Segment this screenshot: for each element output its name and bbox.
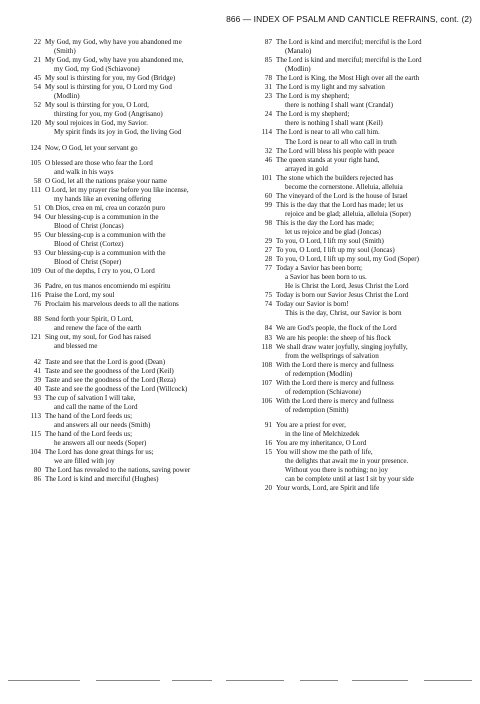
- refrain-entry: [245, 237, 471, 246]
- refrain-line: rejoice and be glad; alleluia, alleluia (Soper): [285, 209, 411, 218]
- refrain-line: Your words, Lord, are Spirit and life: [276, 484, 380, 493]
- refrain-number: 40: [33, 384, 41, 393]
- refrain-number: 118: [261, 342, 272, 351]
- refrain-entry: [245, 56, 471, 74]
- refrain-number: 54: [33, 83, 41, 92]
- refrain-text: [276, 334, 471, 343]
- refrain-entry: [14, 475, 234, 484]
- refrain-entry: [14, 186, 234, 204]
- refrain-line: Praise the Lord, my soul: [45, 291, 115, 300]
- refrain-entry: [14, 231, 234, 249]
- refrain-text: [45, 291, 234, 300]
- refrain-number: 77: [264, 264, 272, 273]
- refrain-entry: [14, 282, 234, 291]
- refrain-text: [276, 421, 471, 439]
- refrain-line: arrayed in gold: [285, 164, 328, 173]
- refrain-line: Without you there is nothing; no joy: [285, 466, 388, 475]
- refrain-number: 58: [33, 176, 41, 185]
- refrain-line: become the cornerstone. Alleluia, alleluia: [285, 182, 403, 191]
- refrain-entry: [245, 174, 471, 192]
- refrain-entry: [14, 448, 234, 466]
- refrain-number: 88: [33, 315, 41, 324]
- refrain-line: The Lord is my light and my salvation: [276, 83, 385, 92]
- refrain-entry: [14, 267, 234, 276]
- refrain-text: [276, 201, 471, 219]
- refrain-line: Our blessing-cup is a communion in the: [45, 212, 159, 221]
- refrain-line: of redemption (Smith): [285, 405, 349, 414]
- refrain-line: from the wellsprings of salvation: [285, 351, 379, 360]
- refrain-line: (Modlin): [285, 65, 311, 74]
- refrain-entry: [245, 324, 471, 333]
- refrain-entry: [245, 439, 471, 448]
- refrain-line: Oh Dios, crea en mí, crea un corazón puro: [45, 203, 166, 212]
- refrain-text: [276, 74, 471, 83]
- refrain-number: 28: [264, 255, 272, 264]
- refrain-entry: [14, 38, 234, 56]
- refrain-number: 42: [33, 357, 41, 366]
- refrain-line: (Manalo): [285, 47, 312, 56]
- refrain-line: We are his people: the sheep of his flock: [276, 333, 391, 342]
- refrain-entry: [245, 361, 471, 379]
- refrain-line: The hand of the Lord feeds us;: [45, 429, 133, 438]
- refrain-text: [45, 144, 234, 153]
- refrain-number: 124: [30, 143, 41, 152]
- refrain-entry: [14, 83, 234, 101]
- refrain-entry: [14, 291, 234, 300]
- refrain-line: To you, O Lord, I lift up my soul (Joncas): [276, 246, 395, 255]
- refrain-line: Out of the depths, I cry to you, O Lord: [45, 267, 155, 276]
- refrain-entry: [14, 315, 234, 333]
- refrain-text: [45, 159, 234, 177]
- refrain-line: The Lord is kind and merciful (Hughes): [45, 475, 159, 484]
- refrain-text: [276, 379, 471, 397]
- refrain-line: of redemption (Modlin): [285, 369, 353, 378]
- refrain-entry: [245, 201, 471, 219]
- refrain-text: [45, 385, 234, 394]
- refrain-number: 115: [30, 429, 41, 438]
- refrain-line: You are a priest for ever,: [276, 420, 346, 429]
- refrain-line: Today our Savior is born!: [276, 300, 349, 309]
- refrain-number: 99: [264, 200, 272, 209]
- refrain-text: [45, 249, 234, 267]
- refrain-text: [276, 192, 471, 201]
- refrain-entry: [245, 291, 471, 300]
- refrain-line: To you, O Lord, I lift my soul (Smith): [276, 237, 384, 246]
- refrain-text: [276, 397, 471, 415]
- refrain-text: [45, 267, 234, 276]
- refrain-number: 52: [33, 101, 41, 110]
- refrain-line: (Modlin): [54, 92, 80, 101]
- refrain-entry: [14, 412, 234, 430]
- refrain-number: 109: [30, 267, 41, 276]
- refrain-text: [45, 315, 234, 333]
- refrain-line: You are my inheritance, O Lord: [276, 439, 367, 448]
- refrain-number: 29: [264, 237, 272, 246]
- refrain-number: 87: [264, 38, 272, 46]
- refrain-line: thirsting for you, my God (Angrisano): [54, 110, 163, 119]
- refrain-text: [45, 119, 234, 137]
- refrain-line: Send forth your Spirit, O Lord,: [45, 315, 134, 324]
- refrain-entry: [245, 147, 471, 156]
- refrain-entry: [14, 394, 234, 412]
- refrain-number: 23: [264, 92, 272, 101]
- refrain-number: 16: [264, 439, 272, 448]
- refrain-entry: [245, 255, 471, 264]
- refrain-line: O blessed are those who fear the Lord: [45, 158, 153, 167]
- refrain-line: The queen stands at your right hand,: [276, 155, 380, 164]
- footer-rule: [0, 680, 480, 681]
- refrain-line: the delights that await me in your presence.: [285, 457, 409, 466]
- refrain-line: and blessed me: [54, 342, 98, 351]
- refrain-line: This is the day that the Lord has made; let us: [276, 200, 404, 209]
- refrain-number: 84: [264, 324, 272, 333]
- refrain-text: [45, 412, 234, 430]
- refrain-number: 98: [264, 218, 272, 227]
- refrain-text: [45, 376, 234, 385]
- refrain-text: [276, 128, 471, 146]
- refrain-line: We shall draw water joyfully, singing joyfully,: [276, 342, 408, 351]
- refrain-number: 74: [264, 300, 272, 309]
- refrain-entry: [245, 83, 471, 92]
- refrain-number: 101: [261, 173, 272, 182]
- refrain-entry: [245, 192, 471, 201]
- refrain-text: [45, 333, 234, 351]
- refrain-number: 75: [264, 291, 272, 300]
- refrain-number: 93: [33, 393, 41, 402]
- refrain-number: 32: [264, 146, 272, 155]
- refrain-text: [45, 394, 234, 412]
- refrain-text: [45, 475, 234, 484]
- refrain-entry: [245, 38, 471, 56]
- refrain-text: [276, 38, 471, 56]
- refrain-number: 94: [33, 212, 41, 221]
- refrain-line: The Lord has done great things for us;: [45, 447, 154, 456]
- refrain-line: This is the day the Lord has made;: [276, 218, 374, 227]
- refrain-number: 41: [33, 366, 41, 375]
- refrain-entry: [245, 264, 471, 291]
- refrain-text: [276, 361, 471, 379]
- refrain-line: O God, let all the nations praise your name: [45, 176, 167, 185]
- refrain-number: 46: [264, 155, 272, 164]
- refrain-text: [276, 484, 471, 493]
- refrain-line: My spirit finds its joy in God, the living God: [54, 128, 182, 137]
- refrain-number: 93: [33, 249, 41, 258]
- refrain-number: 116: [30, 291, 41, 300]
- refrain-line: Our blessing-cup is a communion with the: [45, 249, 166, 258]
- refrain-line: Taste and see the goodness of the Lord (Willcock): [45, 384, 188, 393]
- refrain-entry: [14, 367, 234, 376]
- refrain-number: 15: [264, 448, 272, 457]
- refrain-number: 39: [33, 375, 41, 384]
- refrain-number: 60: [264, 191, 272, 200]
- refrain-line: and renew the face of the earth: [54, 324, 142, 333]
- refrain-text: [45, 177, 234, 186]
- refrain-line: The Lord is near to all who call in truth: [285, 137, 397, 146]
- refrain-line: The Lord is near to all who call him.: [276, 128, 380, 137]
- refrain-entry: [14, 144, 234, 153]
- refrain-number: 108: [261, 360, 272, 369]
- refrain-entry: [245, 484, 471, 493]
- refrain-text: [45, 282, 234, 291]
- refrain-entry: [14, 466, 234, 475]
- refrain-text: [276, 147, 471, 156]
- refrain-entry: [245, 300, 471, 318]
- refrain-line: The vineyard of the Lord is the house of Israel: [276, 191, 408, 200]
- refrain-line: With the Lord there is mercy and fullness: [276, 378, 394, 387]
- refrain-entry: [14, 101, 234, 119]
- refrain-line: Now, O God, let your servant go: [45, 143, 138, 152]
- refrain-number: 120: [30, 119, 41, 128]
- refrain-text: [45, 204, 234, 213]
- refrain-entry: [245, 246, 471, 255]
- refrain-text: [276, 56, 471, 74]
- refrain-line: He is Christ the Lord, Jesus Christ the Lord: [285, 282, 409, 291]
- left-column: [14, 38, 234, 484]
- refrain-text: [45, 74, 234, 83]
- refrain-text: [45, 367, 234, 376]
- refrain-text: [45, 213, 234, 231]
- refrain-line: Taste and see the goodness of the Lord (Reza): [45, 375, 176, 384]
- refrain-entry: [245, 74, 471, 83]
- refrain-line: The Lord is kind and merciful; merciful is the Lord: [276, 56, 422, 65]
- refrain-text: [45, 300, 234, 309]
- refrain-number: 85: [264, 56, 272, 65]
- refrain-line: We are God's people, the flock of the Lord: [276, 324, 397, 333]
- refrain-line: and call the name of the Lord: [54, 402, 138, 411]
- refrain-text: [276, 343, 471, 361]
- refrain-number: 105: [30, 158, 41, 167]
- refrain-number: 27: [264, 246, 272, 255]
- refrain-number: 83: [264, 333, 272, 342]
- refrain-line: With the Lord there is mercy and fullness: [276, 360, 394, 369]
- refrain-entry: [14, 333, 234, 351]
- refrain-entry: [14, 430, 234, 448]
- refrain-line: Our blessing-cup is a communion with the: [45, 230, 166, 239]
- refrain-entry: [14, 159, 234, 177]
- refrain-number: 31: [264, 83, 272, 92]
- refrain-entry: [245, 421, 471, 439]
- refrain-number: 80: [33, 466, 41, 475]
- refrain-text: [45, 231, 234, 249]
- refrain-number: 113: [30, 411, 41, 420]
- refrain-line: The Lord is kind and merciful; merciful is the Lord: [276, 38, 422, 46]
- refrain-line: My soul rejoices in God, my Savior.: [45, 119, 148, 128]
- refrain-text: [276, 174, 471, 192]
- refrain-number: 78: [264, 74, 272, 83]
- refrain-entry: [245, 397, 471, 415]
- refrain-number: 107: [261, 378, 272, 387]
- refrain-line: we are filled with joy: [54, 457, 115, 466]
- refrain-entry: [14, 204, 234, 213]
- refrain-text: [276, 83, 471, 92]
- page-header: 866 — INDEX OF PSALM AND CANTICLE REFRAINS, cont. (2): [226, 14, 472, 24]
- refrain-line: My God, my God, why have you abandoned me,: [45, 56, 184, 65]
- refrain-line: of redemption (Schiavone): [285, 387, 362, 396]
- right-column: [245, 38, 471, 493]
- refrain-line: My God, my God, why have you abandoned me: [45, 38, 182, 46]
- refrain-line: Taste and see that the Lord is good (Dean): [45, 357, 166, 366]
- refrain-entry: [245, 92, 471, 110]
- refrain-entry: [245, 379, 471, 397]
- refrain-entry: [245, 334, 471, 343]
- refrain-line: You will show me the path of life,: [276, 448, 373, 457]
- refrain-number: 114: [261, 128, 272, 137]
- refrain-number: 91: [264, 420, 272, 429]
- refrain-text: [276, 291, 471, 300]
- refrain-number: 95: [33, 230, 41, 239]
- refrain-text: [276, 439, 471, 448]
- refrain-number: 104: [30, 447, 41, 456]
- refrain-number: 24: [264, 110, 272, 119]
- refrain-number: 86: [33, 475, 41, 484]
- refrain-line: there is nothing I shall want (Keil): [285, 119, 383, 128]
- refrain-text: [45, 448, 234, 466]
- refrain-line: The Lord will bless his people with peace: [276, 146, 395, 155]
- refrain-line: there is nothing I shall want (Crandal): [285, 101, 393, 110]
- refrain-text: [276, 264, 471, 291]
- refrain-text: [276, 246, 471, 255]
- refrain-line: my hands like an evening offering: [54, 194, 151, 203]
- refrain-line: Sing out, my soul, for God has raised: [45, 333, 151, 342]
- refrain-line: and answers all our needs (Smith): [54, 420, 151, 429]
- refrain-line: The Lord is my shepherd;: [276, 92, 350, 101]
- refrain-line: My soul is thirsting for you, O Lord,: [45, 101, 149, 110]
- refrain-line: The Lord has revealed to the nations, saving power: [45, 466, 191, 475]
- refrain-line: With the Lord there is mercy and fullness: [276, 396, 394, 405]
- refrain-line: To you, O Lord, I lift up my soul, my God (Soper): [276, 255, 419, 264]
- refrain-entry: [245, 219, 471, 237]
- refrain-text: [276, 110, 471, 128]
- refrain-entry: [14, 177, 234, 186]
- refrain-line: This is the day, Christ, our Savior is born: [285, 309, 402, 318]
- refrain-number: 111: [30, 185, 41, 194]
- refrain-entry: [14, 300, 234, 309]
- refrain-line: Padre, en tus manos encomiendo mi espíritu: [45, 282, 171, 291]
- refrain-entry: [14, 213, 234, 231]
- refrain-text: [45, 56, 234, 74]
- refrain-line: The stone which the builders rejected has: [276, 173, 394, 182]
- refrain-number: 22: [33, 38, 41, 46]
- refrain-line: The hand of the Lord feeds us;: [45, 411, 133, 420]
- refrain-line: Blood of Christ (Joncas): [54, 221, 124, 230]
- refrain-line: My soul is thirsting for you, O Lord my God: [45, 83, 172, 92]
- refrain-entry: [14, 249, 234, 267]
- refrain-line: a Savior has been born to us.: [285, 273, 367, 282]
- refrain-entry: [245, 156, 471, 174]
- refrain-entry: [245, 110, 471, 128]
- refrain-text: [276, 237, 471, 246]
- refrain-text: [45, 101, 234, 119]
- refrain-line: O Lord, let my prayer rise before you like incense,: [45, 185, 189, 194]
- refrain-text: [276, 300, 471, 318]
- refrain-line: Taste and see the goodness of the Lord (Keil): [45, 366, 174, 375]
- refrain-entry: [245, 128, 471, 146]
- refrain-text: [45, 358, 234, 367]
- refrain-text: [276, 324, 471, 333]
- refrain-line: (Smith): [54, 47, 76, 56]
- refrain-line: My soul is thirsting for you, my God (Bridge): [45, 74, 176, 83]
- refrain-line: Today a Savior has been born;: [276, 264, 362, 273]
- refrain-entry: [14, 119, 234, 137]
- refrain-line: The Lord is King, the Most High over all the earth: [276, 74, 420, 83]
- refrain-number: 76: [33, 300, 41, 309]
- refrain-line: The cup of salvation I will take,: [45, 393, 136, 402]
- refrain-line: my God, my God (Schiavone): [54, 65, 140, 74]
- refrain-text: [276, 156, 471, 174]
- refrain-entry: [14, 74, 234, 83]
- refrain-line: and walk in his ways: [54, 167, 114, 176]
- refrain-text: [45, 186, 234, 204]
- refrain-entry: [245, 343, 471, 361]
- refrain-line: Blood of Christ (Cortez): [54, 239, 124, 248]
- refrain-line: can be complete until at last I sit by your side: [285, 475, 414, 484]
- refrain-entry: [14, 358, 234, 367]
- refrain-text: [276, 92, 471, 110]
- refrain-number: 121: [30, 333, 41, 342]
- refrain-line: Blood of Christ (Soper): [54, 258, 122, 267]
- refrain-text: [276, 219, 471, 237]
- refrain-line: in the line of Melchizedek: [285, 429, 360, 438]
- refrain-text: [45, 83, 234, 101]
- refrain-text: [276, 448, 471, 484]
- refrain-line: let us rejoice and be glad (Joncas): [285, 227, 382, 236]
- refrain-number: 51: [33, 203, 41, 212]
- refrain-number: 36: [33, 282, 41, 291]
- refrain-number: 106: [261, 396, 272, 405]
- refrain-number: 45: [33, 74, 41, 83]
- refrain-line: he answers all our needs (Soper): [54, 438, 147, 447]
- refrain-text: [276, 255, 471, 264]
- refrain-number: 20: [264, 484, 272, 493]
- refrain-entry: [14, 376, 234, 385]
- refrain-line: Proclaim his marvelous deeds to all the nations: [45, 300, 179, 309]
- refrain-line: Today is born our Savior Jesus Christ the Lord: [276, 291, 409, 300]
- refrain-text: [45, 430, 234, 448]
- refrain-entry: [245, 448, 471, 484]
- refrain-text: [45, 38, 234, 56]
- refrain-number: 21: [33, 56, 41, 65]
- refrain-entry: [14, 385, 234, 394]
- refrain-entry: [14, 56, 234, 74]
- refrain-line: The Lord is my shepherd;: [276, 110, 350, 119]
- refrain-text: [45, 466, 234, 475]
